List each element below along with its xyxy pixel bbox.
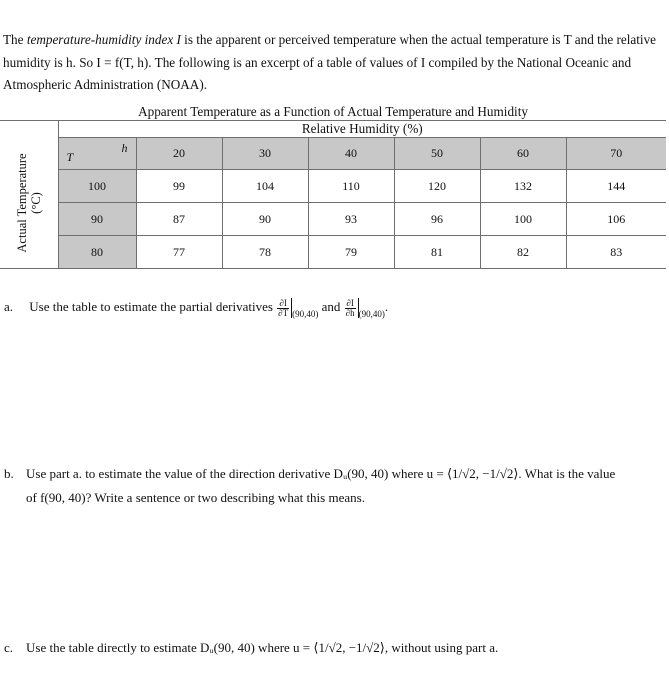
relative-humidity-label: Relative Humidity (%) bbox=[58, 121, 666, 138]
table-cell: 78 bbox=[222, 236, 308, 269]
intro-term: temperature-humidity index I bbox=[26, 32, 181, 47]
evaluation-point: (90,40) bbox=[358, 308, 385, 319]
question-a-label: a. bbox=[4, 298, 14, 314]
question-a-text: Use the table to estimate the partial derivatives bbox=[29, 298, 273, 314]
column-variable-h: h bbox=[121, 141, 128, 155]
table-cell: 93 bbox=[308, 203, 394, 236]
question-c-text: Use the table directly to estimate Dᵤ(90, 40) where u = ⟨1/√2, −1/√2⟩, without using part a. bbox=[26, 640, 499, 655]
table-cell: 144 bbox=[566, 170, 666, 203]
apparent-temperature-table bbox=[0, 104, 666, 269]
humidity-header: 20 bbox=[136, 138, 222, 170]
table-corner-cell bbox=[58, 138, 136, 170]
table-cell: 96 bbox=[394, 203, 480, 236]
table-cell: 99 bbox=[136, 170, 222, 203]
intro-paragraph bbox=[3, 29, 663, 97]
table-cell: 77 bbox=[136, 236, 222, 269]
humidity-header: 50 bbox=[394, 138, 480, 170]
table-cell: 120 bbox=[394, 170, 480, 203]
humidity-header: 30 bbox=[222, 138, 308, 170]
humidity-header: 60 bbox=[480, 138, 566, 170]
actual-temperature-label: Actual Temperature (°C) bbox=[14, 153, 43, 253]
row-variable-T: T bbox=[66, 150, 74, 164]
evaluation-point: (90,40) bbox=[292, 308, 319, 319]
question-b-line-2: of f(90, 40)? Write a sentence or two describing what this means. bbox=[26, 490, 365, 505]
table-cell: 106 bbox=[566, 203, 666, 236]
question-b-label: b. bbox=[4, 466, 14, 481]
humidity-header: 70 bbox=[566, 138, 666, 170]
table-cell: 90 bbox=[222, 203, 308, 236]
table-row bbox=[0, 203, 666, 236]
table-cell: 100 bbox=[480, 203, 566, 236]
table-row bbox=[0, 170, 666, 203]
actual-temperature-label-cell bbox=[0, 138, 58, 269]
table-row bbox=[0, 236, 666, 269]
intro-text-rest: is the apparent or perceived temperature when the actual temperature is T and the relative humidity is h. So I = f(T, h). The following is an excerpt of a table of values of I compiled by the National Oceanic and Atmospheric Administration (NOAA). bbox=[3, 32, 657, 93]
partial-I-partial-h: $\frac{\partial I}{\partial h}$ bbox=[345, 297, 355, 318]
table-cell: 132 bbox=[480, 170, 566, 203]
table-corner-blank bbox=[0, 121, 58, 138]
temperature-header: 100 bbox=[58, 170, 136, 203]
question-c-label: c. bbox=[4, 640, 14, 655]
question-a: a. Use the table to estimate the partial derivatives $\frac{\partial I}{\partial T}$ $_{(90,40)}$ and $\frac{\partial I}{\partial h}$ $_{(90,40)}$. bbox=[4, 297, 389, 319]
table-cell: 81 bbox=[394, 236, 480, 269]
temperature-header: 90 bbox=[58, 203, 136, 236]
table-title: Apparent Temperature as a Function of Actual Temperature and Humidity bbox=[0, 104, 666, 121]
humidity-header: 40 bbox=[308, 138, 394, 170]
question-b-line-1: Use part a. to estimate the value of the direction derivative Dᵤ(90, 40) where u = ⟨1/√2, −1/√2⟩. What is the value bbox=[26, 466, 616, 481]
question-b bbox=[4, 462, 664, 510]
table-cell: 79 bbox=[308, 236, 394, 269]
table-cell: 83 bbox=[566, 236, 666, 269]
partial-I-partial-T: $\frac{\partial I}{\partial T}$ bbox=[278, 297, 289, 318]
table-cell: 87 bbox=[136, 203, 222, 236]
question-c bbox=[4, 640, 498, 656]
table-cell: 82 bbox=[480, 236, 566, 269]
question-a-and: and bbox=[321, 298, 341, 314]
intro-text-start: The bbox=[3, 32, 27, 47]
table-cell: 110 bbox=[308, 170, 394, 203]
table-cell: 104 bbox=[222, 170, 308, 203]
temperature-header: 80 bbox=[58, 236, 136, 269]
